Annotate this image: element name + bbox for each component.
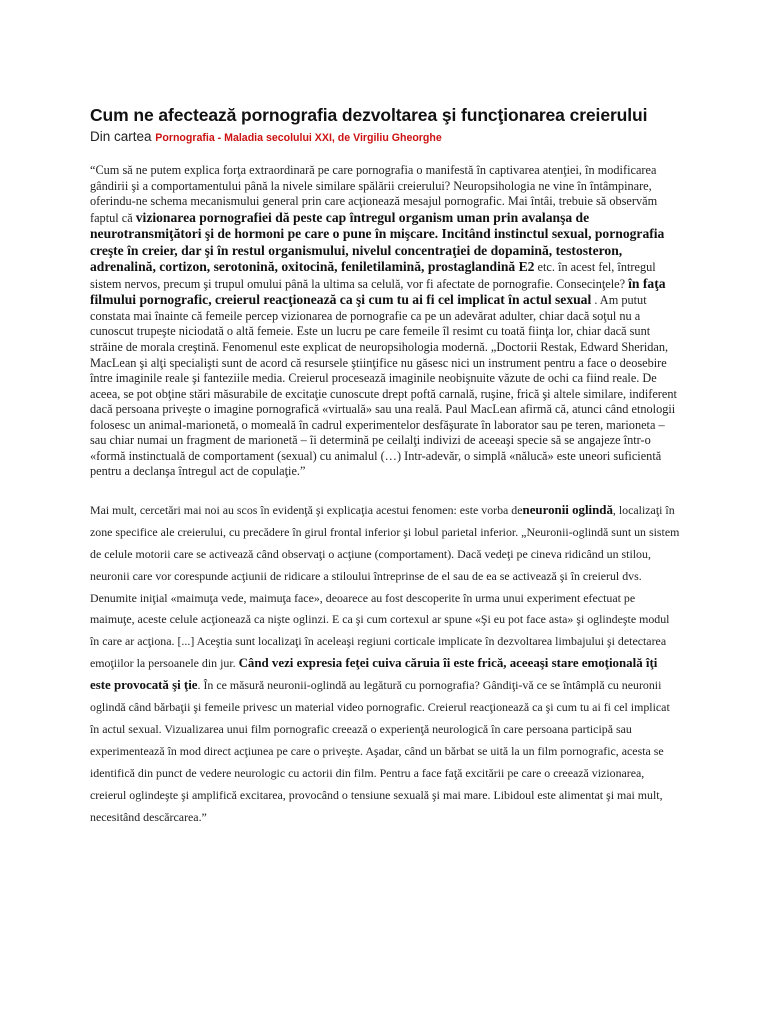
subtitle-prefix: Din cartea [90,129,156,144]
quote-text: “Cum să ne putem explica forţa extraordinară pe care pornografia o manifestă în captivarea atenţiei, în modificarea gândirii şi a comportamentului până la nivele similare spălării creierului? Neuropsihologia ne vine în întâmpinare, oferindu-ne schema mecanismului general prin care acţionează mesajul pornografic. Mai întâi, trebuie să observăm faptul că [90,163,658,225]
body-text: Mai mult, cercetări mai noi au scos în evidenţă şi explicaţia acestui fenomen: este vorba de [90,502,523,517]
body-paragraph [90,500,680,829]
quote-text: . Am putut constata mai înainte că femeile percep vizionarea de pornografie ca pe un adevărat adulter, chiar dacă soţul nu a cunoscut trupeşte niciodată o altă femeie. Este un lucru pe care femeile îl resimt cu toată fiinţa lor, chiar dacă sunt străine de morala creştină. Fenomenul este explicat de neuropsihologia modernă. „Doctorii Restak, Edward Sheridan, MacLean şi alţi specialişti sunt de acord că resursele ştiinţifice nu găsesc nici un instrument pentru a face o deosebire între imaginile reale şi fanteziile media. Creierul procesează imaginile neobişnuite văzute de ochi ca fiind reale. De aceea, se pot obţine stări măsurabile de excitaţie cunoscute drept poftă carnală, ruşine, frică şi altele similare, indiferent dacă persoana priveşte o imagine pornografică «virtuală» sau una reală. Paul MacLean afirmă că, atunci când etnologii folosesc un animal-marionetă, o momeală în cadrul experimentelor desfăşurate în laborator sau pe teren, marioneta – sau chiar numai un fragment de marionetă – îi determină pe ceilalţi indivizi de aceeaşi specie să se angajeze într-o «formă instinctuală de comportament (sexual) cu animalul (…) Intr-adevăr, o simplă «nălucă» este uneori suficientă pentru a declanşa întregul act de copulaţie.” [90,293,677,479]
quote-emphasis: în faţa filmului pornografic, creierul reacţionează ca şi cum tu ai fi cel implicat în actul sexual [90,275,666,308]
book-reference-link[interactable]: Pornografia - Maladia secolului XXI, de Virgiliu Gheorghe [155,132,442,144]
body-emphasis: Când vezi expresia feţei cuiva căruia îi este frică, aceeaşi stare emoţională îţi este provocată şi ţie [90,656,658,693]
body-text: , localizaţi în zone specifice ale creierului, cu precădere în girul frontal inferior şi lobul parietal inferior. „Neuronii-oglindă sunt un sistem de celule motorii care se activează când observaţi o acţiune (comportament). Dacă vedeţi pe cineva ridicând un stilou, neuronii care vor corespunde acţiunii de ridicare a stiloului întreprinse de el sau de ea se activează şi în creierul dvs. Denumite iniţial «maimuţa vede, maimuţa face», deoarece au fost descoperite în urma unui experiment efectuat pe maimuţe, aceste celule acţionează ca nişte oglinzi. E ca şi cum cortexul ar spune «Şi eu pot face asta» şi oglindeşte modul în care ar acţiona. [...] Aceştia sunt localizaţi în aceleaşi regiuni corticale implicate în dezvoltarea limbajului şi detectarea emoţiilor la persoanele din jur. [90,502,680,671]
body-emphasis: neuronii oglindă [522,502,613,517]
article-subtitle [90,128,680,147]
article-title: Cum ne afectează pornografia dezvoltarea şi funcţionarea creierului [90,105,648,125]
quote-paragraph [90,163,680,480]
quote-text: etc. în acest fel, întregul sistem nervos, precum şi trupul omului până la ultima sa celulă, vor fi afectate de pornografie. Consecinţele? [90,260,656,291]
quote-emphasis: vizionarea pornografiei dă peste cap întregul organism uman prin avalanşa de neurotransmiţători şi de hormoni pe care o pune în mişcare. Incitând instinctul sexual, pornografia creşte în creier, dar şi în restul organismului, nivelul concentraţiei de dopamină, testosteron, adrenalină, cortizon, serotonină, oxitocină, feniletilamină, prostaglandină E2 [90,209,665,275]
body-text: . În ce măsură neuronii-oglindă au legătură cu pornografia? Gândiţi-vă ce se întâmplă cu neuronii oglindă când bărbaţii şi femeile privesc un material video pornografic. Creierul reacţionează ca şi cum tu ai fi cel implicat în actul sexual. Vizualizarea unui film pornografic creează o experienţă neurologică în care persoana participă sau experimentează în mod direct acţiunea pe care o priveşte. Aşadar, când un bărbat se uită la un film pornografic, acesta se identifică din punct de vedere neurologic cu actorii din film. Pentru a face faţă excitării pe care o creează vizionarea, creierul oglindeşte şi amplifică excitarea, provocând o tensiune sexuală şi mai mare. Libidoul este alimentat şi mai mult, necesitând descărcarea.” [90,678,670,824]
